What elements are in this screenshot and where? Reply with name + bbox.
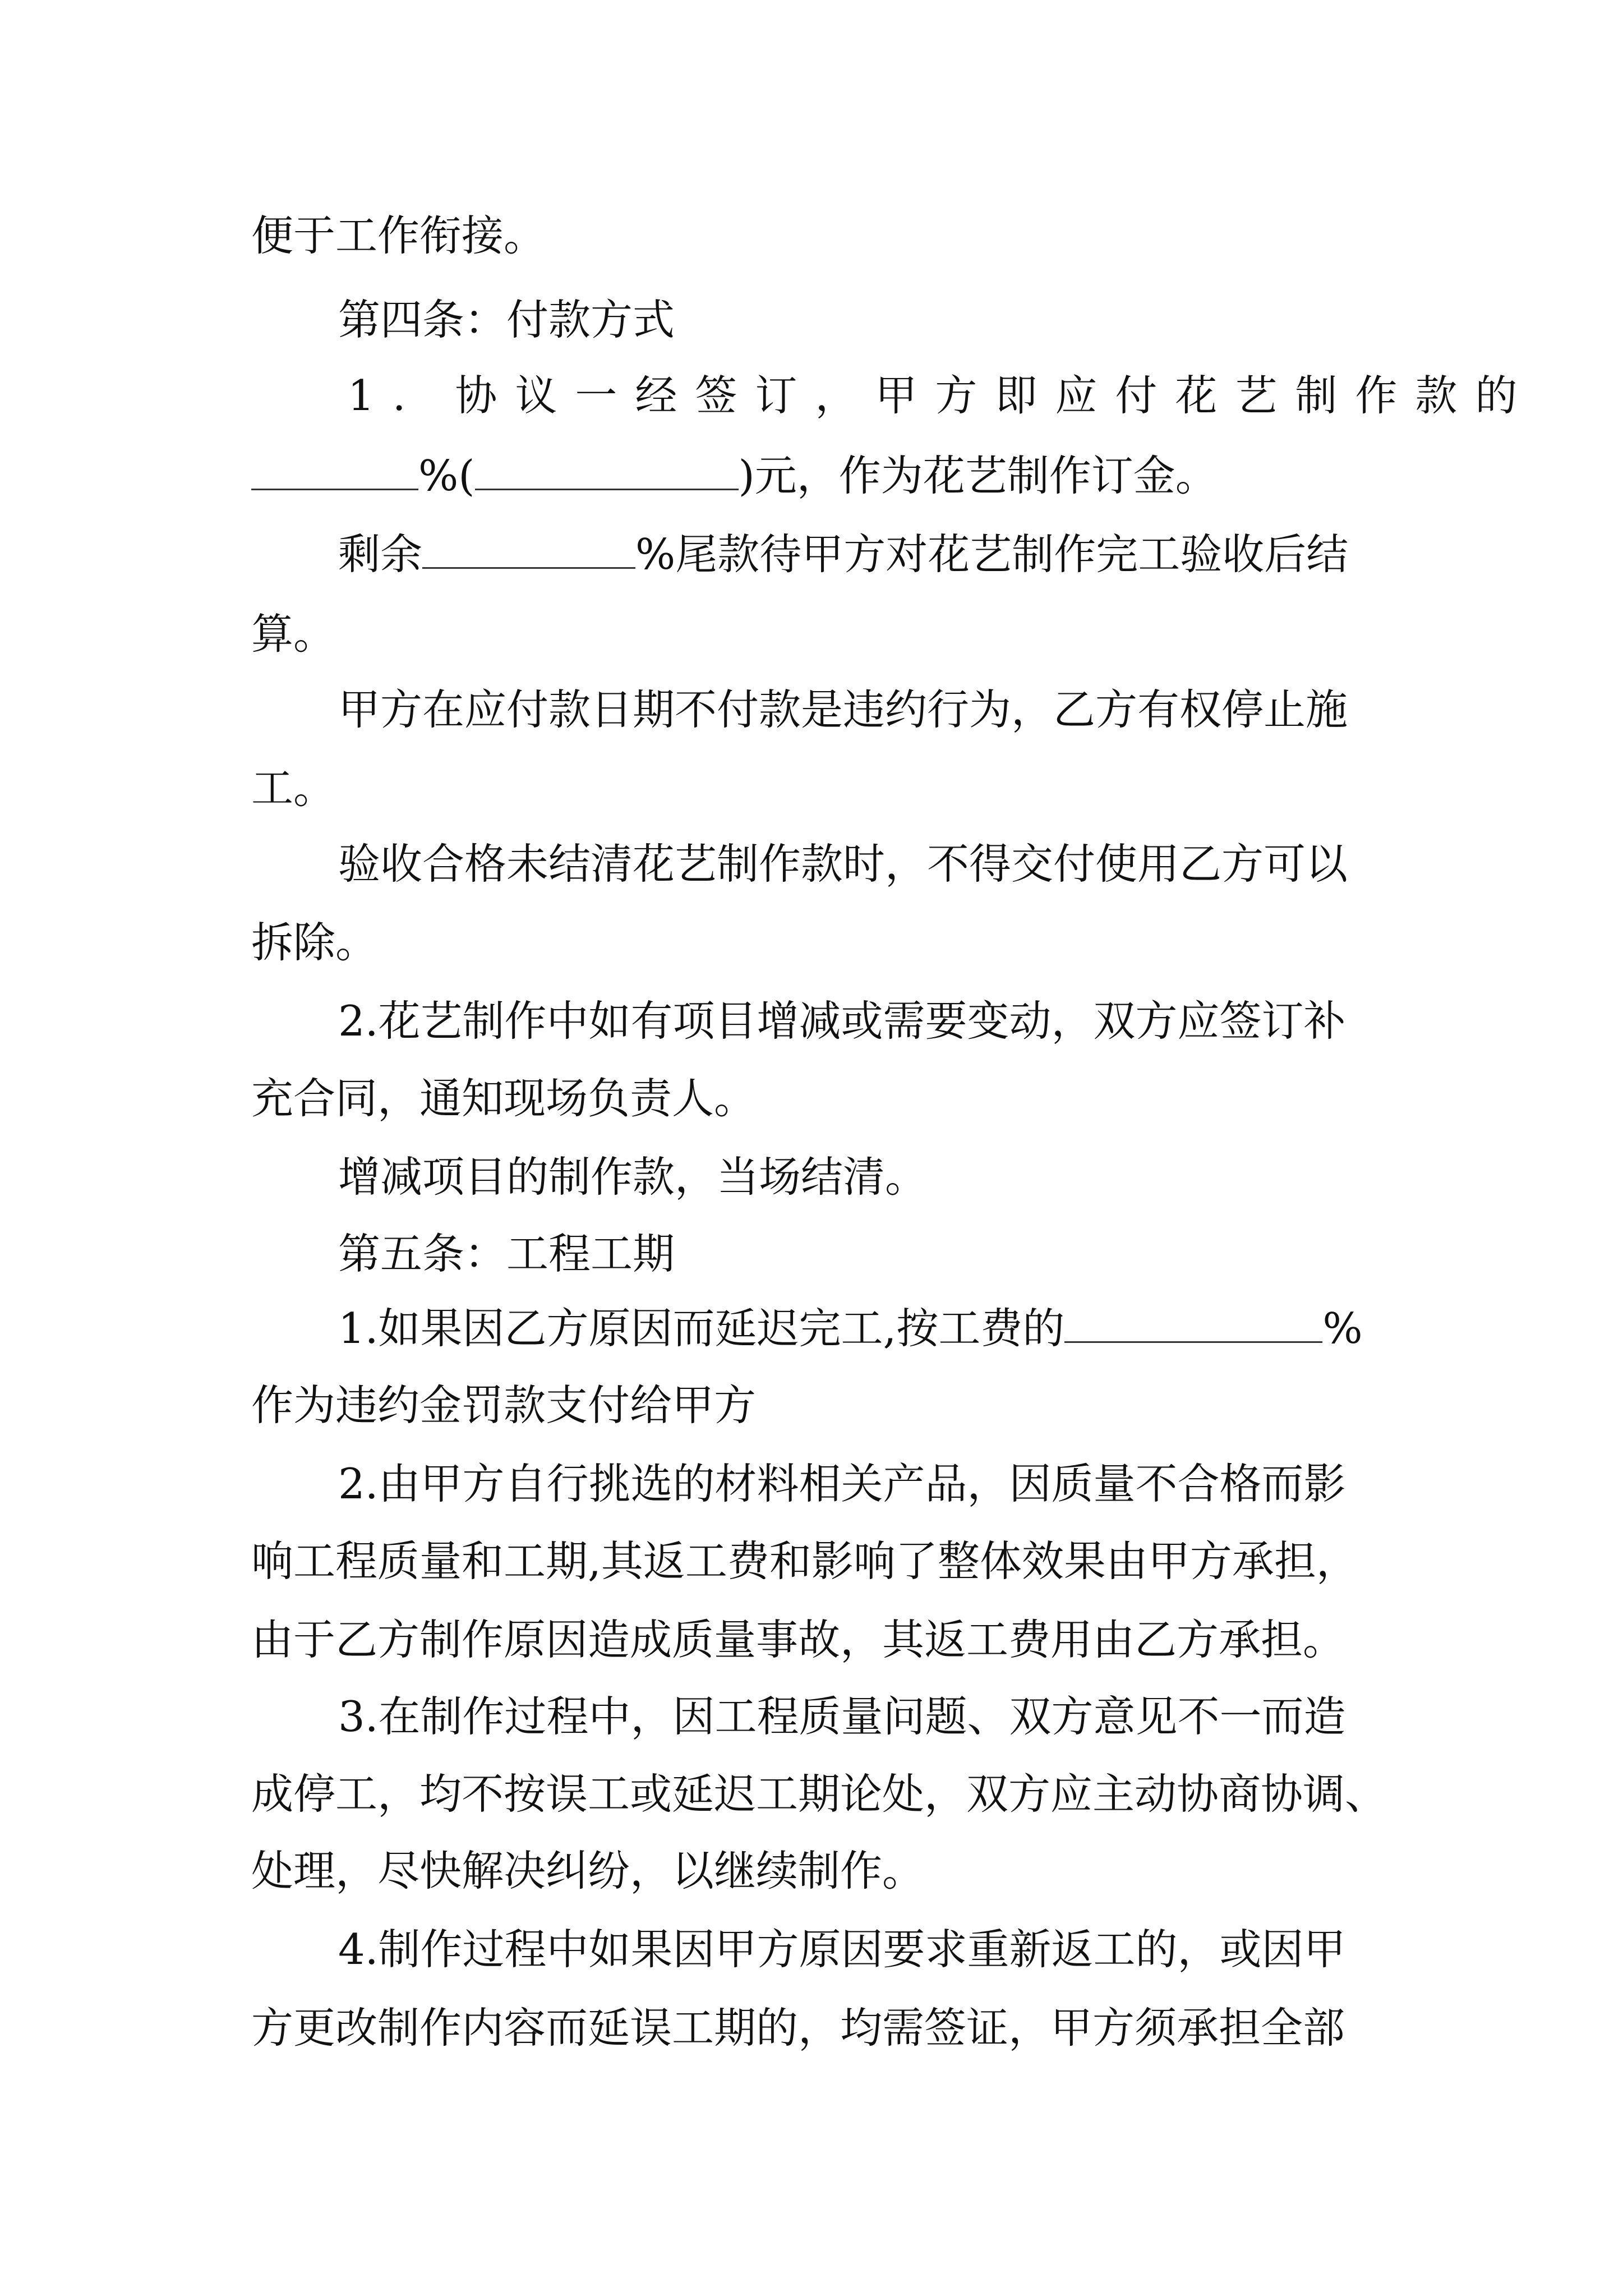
text-fragment: 1.如果因乙方原因而延迟完工,按工费的 (338, 1304, 1065, 1353)
text-line (338, 1300, 1363, 1356)
fill-in-blank[interactable] (1064, 1308, 1322, 1343)
text-line (338, 526, 1348, 582)
text-line: 2.由甲方自行挑选的材料相关产品，因质量不合格而影 (338, 1459, 1346, 1508)
text-line: 作为违约金罚款支付给甲方 (251, 1381, 757, 1430)
text-line: 1. 协议一经签订，甲方即应付花艺制作款的 (348, 371, 1536, 420)
text-line: 处理，尽快解决纠纷，以继续制作。 (251, 1846, 925, 1895)
text-line: 工。 (251, 763, 336, 813)
text-line: 响工程质量和工期,其返工费和影响了整体效果由甲方承担， (251, 1536, 1358, 1586)
text-line: 甲方在应付款日期不付款是违约行为，乙方有权停止施 (338, 685, 1348, 734)
fill-in-blank[interactable] (475, 455, 739, 490)
text-line: 拆除。 (251, 918, 378, 967)
text-fragment: % (1322, 1304, 1363, 1353)
section-heading-5: 第五条：工程工期 (338, 1229, 675, 1278)
text-line: 算。 (251, 609, 336, 659)
text-line: 由于乙方制作原因造成质量事故，其返工费用由乙方承担。 (251, 1615, 1345, 1664)
section-heading-4: 第四条：付款方式 (338, 295, 675, 344)
text-line: 增减项目的制作款，当场结清。 (338, 1152, 928, 1202)
fill-in-blank[interactable] (422, 533, 635, 569)
text-line: 验收合格未结清花艺制作款时，不得交付使用乙方可以 (338, 839, 1348, 889)
text-fragment: 剩余 (338, 530, 423, 579)
text-line: 2.花艺制作中如有项目增减或需要变动，双方应签订补 (338, 996, 1346, 1046)
text-line: 成停工，均不按误工或延迟工期论处，双方应主动协商协调、 (251, 1769, 1387, 1819)
fill-in-blank[interactable] (251, 455, 418, 490)
text-fragment: )元，作为花艺制作订金。 (738, 451, 1218, 500)
text-fragment: %尾款待甲方对花艺制作完工验收后结 (635, 530, 1349, 579)
text-line: 充合同，通知现场负责人。 (251, 1074, 757, 1123)
text-fragment: %( (418, 451, 475, 500)
text-line: 便于工作衔接。 (251, 211, 546, 260)
text-line (251, 448, 1218, 504)
text-line: 3.在制作过程中，因工程质量问题、双方意见不一而造 (338, 1692, 1346, 1741)
text-line: 4.制作过程中如果因甲方原因要求重新返工的，或因甲 (338, 1925, 1346, 1974)
text-line: 方更改制作内容而延误工期的，均需签证，甲方须承担全部 (251, 2003, 1345, 2053)
